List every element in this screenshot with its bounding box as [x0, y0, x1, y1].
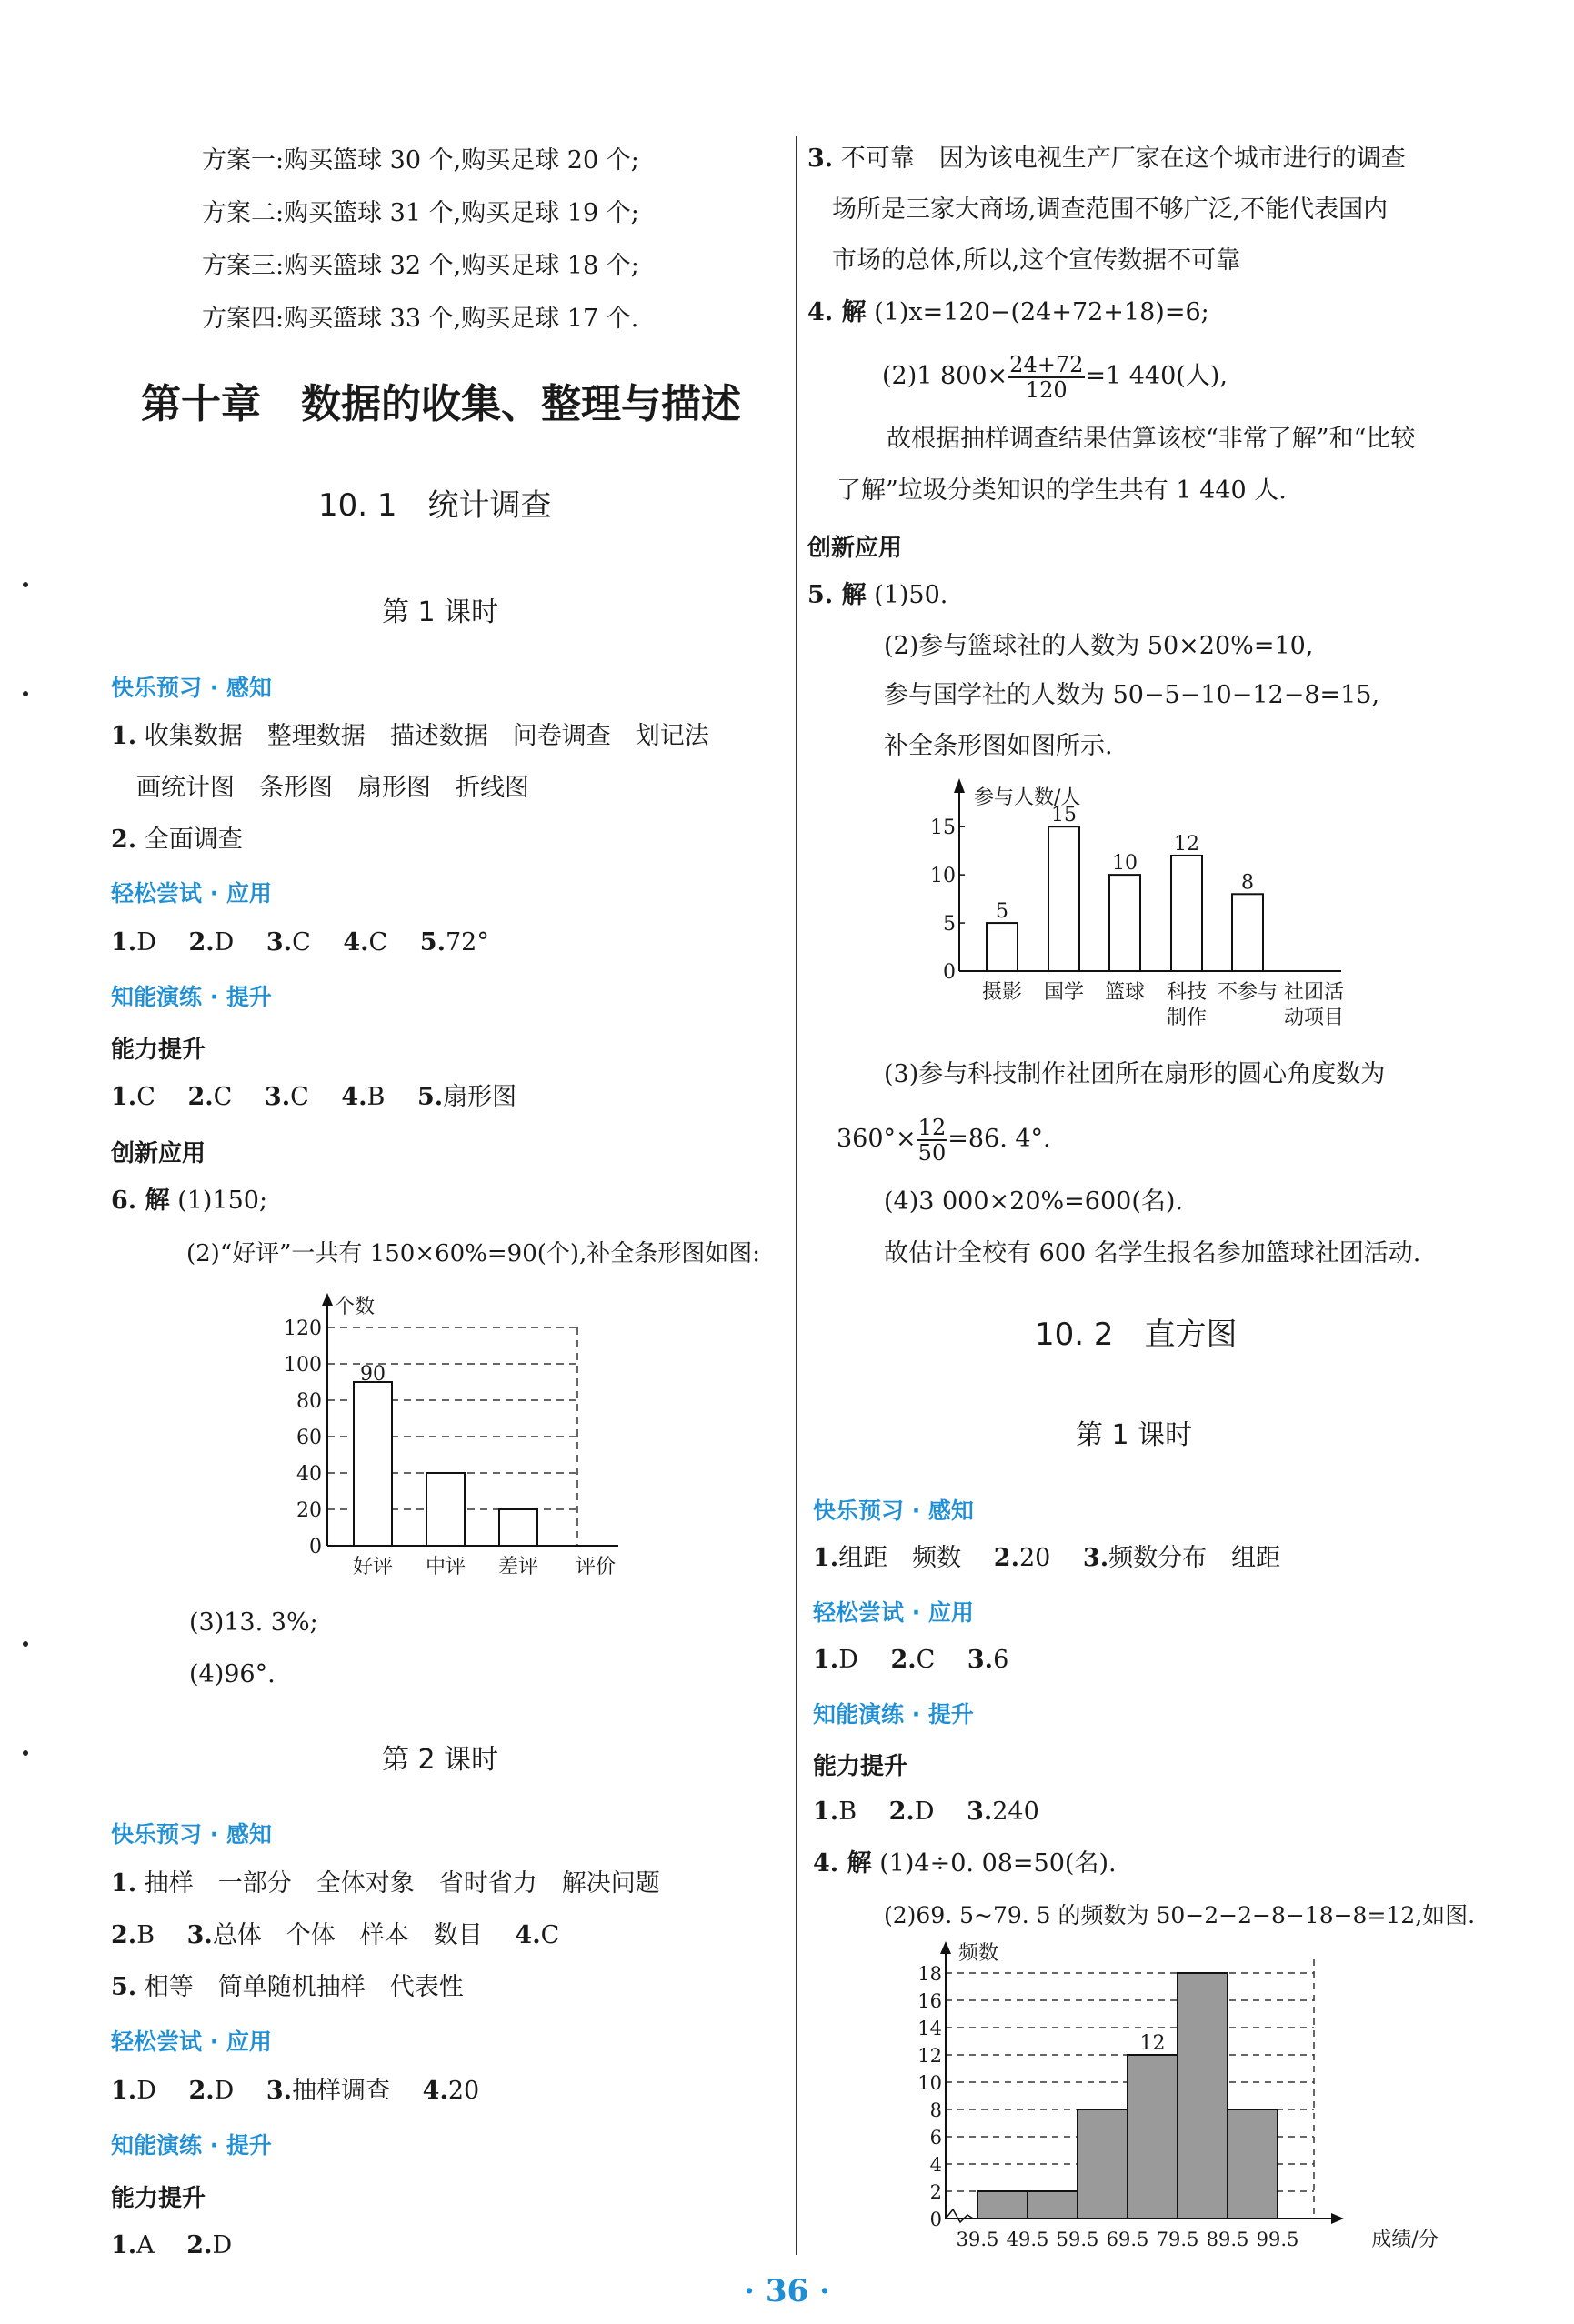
data-label: 15 — [1051, 804, 1077, 827]
section-title-10-1: 10. 1 统计调查 — [318, 487, 552, 524]
section-preview: 快乐预习 · 感知 — [111, 675, 272, 701]
histogram-bar — [1178, 1973, 1228, 2219]
answer: 6 — [993, 1646, 1009, 1674]
answer-text: (1)50. — [874, 581, 948, 609]
answer: D — [212, 2231, 233, 2259]
y-tick-label: 10 — [930, 865, 956, 888]
r-q4-line2 — [882, 351, 1228, 402]
plan-1: 方案一:购买篮球 30 个,购买足球 20 个; — [202, 146, 639, 175]
l1-q2 — [111, 825, 243, 856]
r-q5-line4: 补全条形图如图所示. — [884, 732, 1113, 760]
answer-text: 相等 简单随机抽样 代表性 — [144, 1973, 464, 2001]
q-number: 2. — [890, 1646, 917, 1674]
q-number: 2. — [188, 2077, 215, 2105]
answer-text: 全面调查 — [144, 826, 243, 854]
bar-科技制作 — [1171, 856, 1202, 971]
x-tick-label: 49.5 — [1006, 2229, 1049, 2250]
answer-text: 不可靠 因为该电视生产厂家在这个城市进行的调查 — [840, 145, 1406, 173]
y-tick-label: 100 — [284, 1354, 322, 1377]
answer: D — [136, 928, 156, 957]
r-q5-line5: (3)参与科技制作社团所在扇形的圆心角度数为 — [884, 1060, 1386, 1088]
l1-q6-line4: (4)96°. — [189, 1660, 276, 1688]
q-number: 2. — [186, 2231, 213, 2259]
q-number: 2. — [187, 1083, 214, 1111]
answer: B — [136, 1921, 155, 1949]
r-ability-heading: 能力提升 — [813, 1753, 908, 1780]
answer: D — [214, 2077, 235, 2105]
r-innovation-heading: 创新应用 — [807, 535, 903, 562]
r-q4-line3: 故根据抽样调查结果估算该校“非常了解”和“比较 — [887, 425, 1416, 453]
y-tick-label: 0 — [309, 1536, 322, 1558]
q-number: 3. — [266, 928, 293, 957]
q-number: 5. — [416, 1083, 444, 1111]
x-tick-label: 39.5 — [956, 2229, 999, 2250]
section-title-10-2: 10. 2 直方图 — [1035, 1317, 1238, 1353]
q-number: 2. — [111, 826, 137, 854]
answer: D — [214, 928, 235, 957]
answer-text: (1)x=120−(24+72+18)=6; — [874, 298, 1209, 326]
r-try-answers — [813, 1645, 1008, 1676]
l1-q6-line2: (2)“好评”一共有 150×60%=90(个),补全条形图如图: — [186, 1240, 761, 1267]
l2-ability-answers — [111, 2230, 232, 2261]
bar-不参与 — [1232, 894, 1263, 971]
y-tick-label: 8 — [929, 2099, 942, 2121]
answer: C — [136, 1083, 155, 1111]
q-number: 2. — [993, 1544, 1019, 1572]
answer: 频数分布 组距 — [1108, 1544, 1281, 1572]
x-tick-label: 差评 — [497, 1556, 539, 1578]
x-tick-label: 不参与 — [1217, 981, 1278, 1004]
r-section-try: 轻松尝试 · 应用 — [813, 1599, 974, 1626]
q-number: 1. — [111, 928, 137, 957]
answer: 240 — [992, 1798, 1039, 1826]
answer: 组距 频数 — [838, 1544, 962, 1572]
q-number: 3. — [807, 145, 834, 173]
y-tick-label: 14 — [917, 2018, 942, 2039]
review-bar-chart — [273, 1291, 655, 1591]
y-tick-label: 20 — [296, 1499, 322, 1522]
answer-text: 抽样 一部分 全体对象 省时省力 解决问题 — [144, 1869, 660, 1898]
r-ability-answers — [813, 1797, 1039, 1828]
y-tick-label: 10 — [917, 2072, 942, 2094]
x-tick-label: 国学 — [1043, 981, 1085, 1004]
y-tick-label: 16 — [917, 1990, 942, 2012]
q-number: 4. — [422, 2077, 448, 2105]
l1-q6-line3: (3)13. 3%; — [189, 1608, 318, 1637]
answer: C — [292, 928, 311, 957]
y-tick-label: 0 — [929, 2209, 942, 2230]
answer: 总体 个体 样本 数目 — [212, 1921, 483, 1949]
l1-q1-line2: 画统计图 条形图 扇形图 折线图 — [136, 774, 529, 802]
plan-4: 方案四:购买篮球 33 个,购买足球 17 个. — [202, 305, 639, 333]
r-q4b-line1 — [813, 1848, 1117, 1879]
q-number: 3. — [186, 1921, 213, 1949]
score-histogram — [909, 1941, 1482, 2269]
answer-text: (1)150; — [177, 1187, 268, 1215]
answer: B — [366, 1083, 386, 1111]
l1-q6-line1 — [111, 1186, 267, 1217]
q-label: 6. 解 — [111, 1187, 170, 1215]
fraction — [1008, 353, 1085, 402]
bar-摄影 — [987, 923, 1018, 971]
q-number: 1. — [111, 1083, 137, 1111]
q-number: 2. — [111, 1921, 137, 1949]
section-try: 轻松尝试 · 应用 — [111, 880, 272, 907]
y-axis-arrow — [954, 778, 965, 793]
q-number: 1. — [813, 1646, 839, 1674]
bar-篮球 — [1109, 875, 1140, 971]
answer: 抽样调查 — [292, 2077, 391, 2105]
answer: C — [916, 1646, 936, 1674]
section-preview-2: 快乐预习 · 感知 — [111, 1821, 272, 1848]
data-label: 8 — [1241, 871, 1254, 895]
q-number: 4. — [341, 1083, 367, 1111]
formula-post: =86. 4°. — [947, 1125, 1051, 1153]
answer: D — [914, 1798, 935, 1826]
l2-q1 — [111, 1868, 660, 1899]
x-axis-title: 评价 — [575, 1556, 617, 1578]
y-tick-label: 120 — [284, 1317, 322, 1340]
q-number: 1. — [813, 1798, 839, 1826]
ability-heading: 能力提升 — [111, 1037, 206, 1064]
q-number: 5. — [111, 1973, 137, 2001]
y-axis-arrow — [322, 1293, 333, 1306]
r-q5-line1 — [807, 580, 947, 611]
fraction-den: 120 — [1025, 376, 1068, 403]
margin-dot — [23, 691, 28, 696]
answer: D — [838, 1646, 858, 1674]
r-section-practice: 知能演练 · 提升 — [813, 1701, 974, 1728]
y-tick-label: 40 — [296, 1463, 322, 1486]
formula-pre: 360°× — [837, 1125, 917, 1153]
r-q5-line3: 参与国学社的人数为 50−5−10−12−8=15, — [884, 681, 1380, 709]
axis-break-mark — [946, 2209, 973, 2222]
x-axis-title: 动项目 — [1283, 1007, 1345, 1029]
fraction-num: 24+72 — [1009, 351, 1084, 377]
data-label: 5 — [996, 900, 1008, 924]
plan-3: 方案三:购买篮球 32 个,购买足球 18 个; — [202, 252, 639, 280]
y-tick-label: 60 — [296, 1427, 322, 1449]
histogram-bar — [977, 2191, 1028, 2219]
q-number: 1. — [111, 722, 137, 750]
q-number: 3. — [1082, 1544, 1109, 1572]
histogram-bar — [1128, 2055, 1178, 2219]
q-number: 1. — [111, 2077, 137, 2105]
answer: B — [838, 1798, 857, 1826]
l1-ability-answers — [111, 1082, 516, 1113]
lesson-2-title: 第 2 课时 — [382, 1744, 499, 1776]
q-number: 1. — [111, 2231, 137, 2259]
r-lesson-1-title: 第 1 课时 — [1076, 1419, 1193, 1451]
y-tick-label: 6 — [929, 2127, 942, 2149]
l2-try-answers — [111, 2076, 479, 2107]
y-tick-label: 4 — [929, 2154, 942, 2176]
x-tick-label: 好评 — [352, 1556, 394, 1578]
answer: C — [290, 1083, 309, 1111]
r-q5-line6 — [837, 1114, 1051, 1165]
ability-heading-2: 能力提升 — [111, 2185, 206, 2212]
formula-pre: (2)1 800× — [882, 362, 1008, 390]
bar-国学 — [1048, 826, 1079, 971]
l1-q1-line1 — [111, 721, 709, 752]
y-tick-label: 5 — [943, 913, 956, 937]
x-tick-label: 摄影 — [981, 981, 1023, 1004]
bar-好评 — [354, 1382, 392, 1546]
x-axis-title: 社团活 — [1283, 981, 1345, 1004]
y-tick-label: 12 — [917, 2045, 942, 2067]
r-q5-line2: (2)参与篮球社的人数为 50×20%=10, — [884, 632, 1314, 660]
x-axis-title: 成绩/分 — [1371, 2229, 1439, 2251]
x-tick-label: 制作 — [1166, 1007, 1208, 1029]
r-q5-line7: (4)3 000×20%=600(名). — [884, 1187, 1183, 1216]
r-q3-line3: 市场的总体,所以,这个宣传数据不可靠 — [832, 246, 1241, 275]
q-number: 3. — [967, 1646, 994, 1674]
q-number: 1. — [111, 1869, 137, 1898]
y-tick-label: 80 — [296, 1390, 322, 1413]
x-axis-arrow — [1331, 2213, 1344, 2224]
l2-q2-q4 — [111, 1920, 559, 1951]
y-axis-arrow — [940, 1941, 951, 1954]
margin-dot — [23, 582, 28, 587]
q-number: 2. — [188, 928, 215, 957]
data-label: 12 — [1139, 2032, 1166, 2055]
x-tick-label: 69.5 — [1106, 2229, 1149, 2250]
q-label: 4. 解 — [813, 1849, 872, 1878]
q-number: 3. — [967, 1798, 993, 1826]
histogram-bar — [1228, 2109, 1278, 2219]
margin-dot — [23, 1641, 28, 1647]
margin-dot — [23, 1750, 28, 1756]
y-tick-label: 18 — [917, 1963, 942, 1985]
answer-text: (1)4÷0. 08=50(名). — [879, 1849, 1117, 1878]
answer: D — [136, 2077, 156, 2105]
answer-text: 收集数据 整理数据 描述数据 问卷调查 划记法 — [144, 722, 709, 750]
fraction-den: 50 — [917, 1139, 947, 1166]
x-tick-label: 中评 — [425, 1556, 466, 1578]
answer: 扇形图 — [443, 1083, 517, 1111]
answer: C — [368, 928, 388, 957]
r-p1-answers — [813, 1543, 1280, 1574]
bar-中评 — [426, 1473, 465, 1546]
x-tick-label: 89.5 — [1206, 2229, 1249, 2250]
y-axis-title: 参与人数/人 — [974, 786, 1081, 809]
q-number: 3. — [266, 2077, 293, 2105]
plan-2: 方案二:购买篮球 31 个,购买足球 19 个; — [202, 199, 639, 227]
page-number: · 36 · — [744, 2273, 830, 2309]
club-bar-chart — [923, 773, 1378, 1037]
section-try-2: 轻松尝试 · 应用 — [111, 2028, 272, 2055]
bar-差评 — [499, 1509, 537, 1546]
x-tick-label: 篮球 — [1104, 981, 1146, 1004]
data-label: 12 — [1174, 832, 1199, 856]
data-label: 10 — [1112, 852, 1138, 876]
histogram-bar — [1028, 2191, 1078, 2219]
chapter-title: 第十章 数据的收集、整理与描述 — [141, 381, 741, 427]
r-q4-line4: 了解”垃圾分类知识的学生共有 1 440 人. — [837, 476, 1287, 505]
column-divider — [796, 136, 797, 2255]
answer: 72° — [445, 928, 489, 957]
r-q5-line8: 故估计全校有 600 名学生报名参加篮球社团活动. — [884, 1239, 1421, 1267]
answer: C — [540, 1921, 560, 1949]
r-q3-line1 — [807, 144, 1406, 175]
data-label: 90 — [360, 1363, 386, 1386]
r-q3-line2: 场所是三家大商场,调查范围不够广泛,不能代表国内 — [832, 195, 1389, 224]
r-q4b-line2: (2)69. 5~79. 5 的频数为 50−2−2−8−18−8=12,如图. — [884, 1902, 1476, 1928]
histogram-bar — [1078, 2109, 1128, 2219]
y-tick-label: 15 — [930, 816, 956, 840]
y-tick-label: 2 — [929, 2181, 942, 2203]
section-practice: 知能演练 · 提升 — [111, 984, 272, 1010]
fraction — [917, 1116, 948, 1165]
y-tick-label: 0 — [943, 961, 956, 984]
formula-post: =1 440(人), — [1085, 362, 1228, 390]
answer: C — [213, 1083, 233, 1111]
q-number: 5. — [419, 928, 446, 957]
q-number: 4. — [515, 1921, 541, 1949]
y-axis-title: 个数 — [335, 1296, 376, 1318]
r-section-preview: 快乐预习 · 感知 — [813, 1498, 974, 1524]
l1-try-answers — [111, 927, 489, 958]
q-number: 4. — [343, 928, 369, 957]
r-q4-line1 — [807, 297, 1209, 328]
answer: 20 — [447, 2077, 480, 2105]
innovation-heading: 创新应用 — [111, 1140, 206, 1167]
x-tick-label: 79.5 — [1156, 2229, 1199, 2250]
section-practice-2: 知能演练 · 提升 — [111, 2132, 272, 2159]
q-number: 1. — [813, 1544, 839, 1572]
q-number: 2. — [888, 1798, 915, 1826]
y-axis-title: 频数 — [958, 1942, 999, 1965]
q-number: 3. — [264, 1083, 291, 1111]
l2-q5 — [111, 1972, 464, 2003]
q-label: 4. 解 — [807, 298, 867, 326]
fraction-num: 12 — [917, 1114, 947, 1140]
x-tick-label: 59.5 — [1056, 2229, 1099, 2250]
answer: A — [136, 2231, 155, 2259]
x-tick-label: 科技 — [1166, 981, 1208, 1004]
q-label: 5. 解 — [807, 581, 867, 609]
x-tick-label: 99.5 — [1256, 2229, 1299, 2250]
lesson-1-title: 第 1 课时 — [382, 596, 499, 628]
answer: 20 — [1018, 1544, 1051, 1572]
